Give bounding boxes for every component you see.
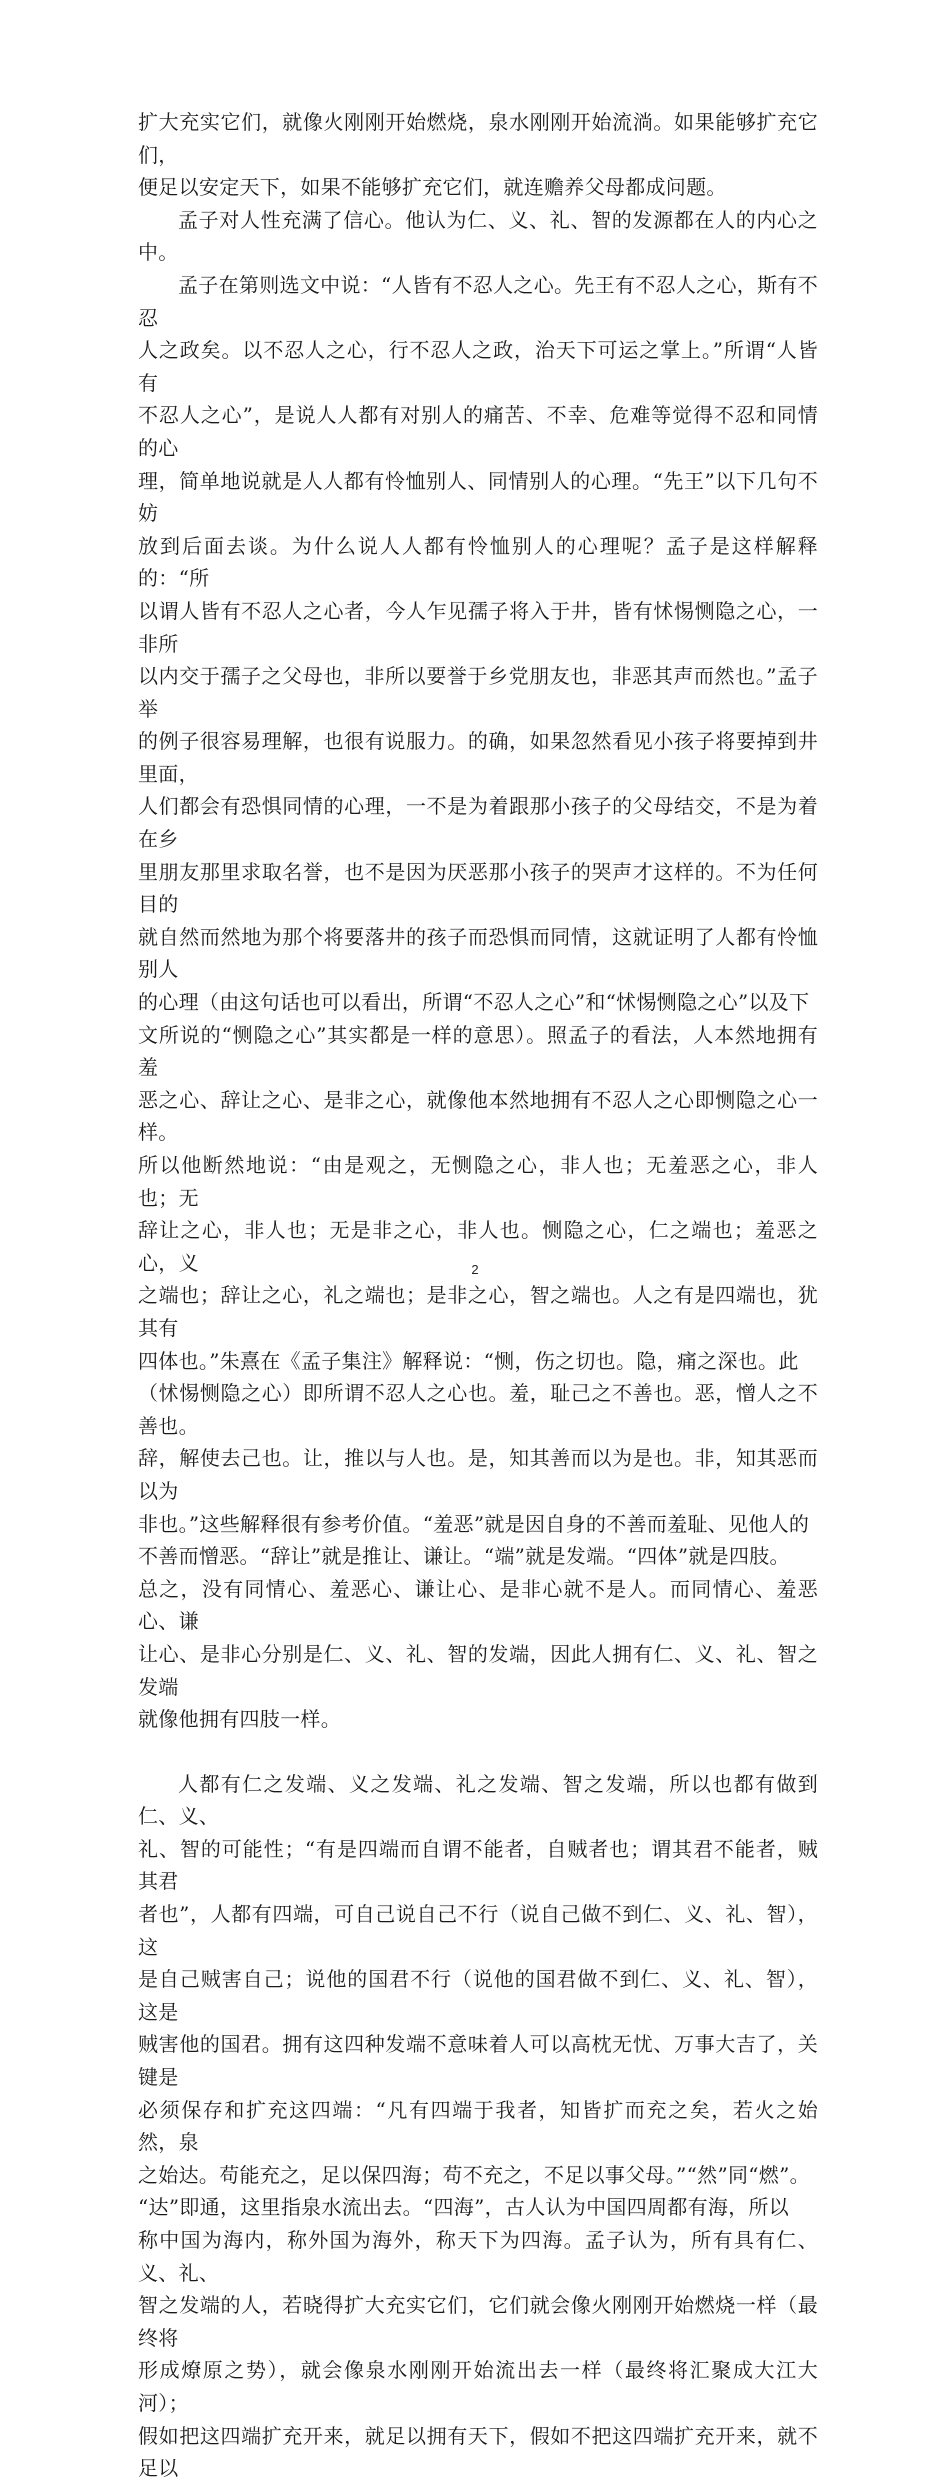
- paragraph-2: 孟子对人性充满了信心。他认为仁、义、礼、智的发源都在人的内心之中。: [138, 207, 818, 265]
- body-text: [138, 106, 818, 2485]
- paragraph-1: 扩大充实它们，就像火刚刚开始燃烧，泉水刚刚开始流淌。如果能够扩充它们， 便足以安定天下，如果不能够扩充它们，就连赡养父母都成问题。: [138, 110, 818, 200]
- paragraph-3: 孟子在第则选文中说：“人皆有不忍人之心。先王有不忍人之心，斯有不忍 人之政矣。以不忍人之心，行不忍人之政，治天下可运之掌上。”所谓“人皆有 不忍人之心”，是说人人都有对别人的痛苦、不幸、危难等觉得不忍和同情的心 理，简单地说就是人人都有怜恤别人、同情别人的心理。“先王”以下几句不妨 放到后面去谈。为什么说人人都有怜恤别人的心理呢？孟子是这样解释的：“所 以谓人皆有不忍人之心者，今人乍见孺子将入于井，皆有怵惕恻隐之心，一非所 以内交于孺子之父母也，非所以要誉于乡党朋友也，非恶其声而然也。”孟子举 的例子很容易理解，也很有说服力。的确，如果忽然看见小孩子将要掉到井里面， 人们都会有恐惧同情的心理，一不是为着跟那小孩子的父母结交，不是为着在乡 里朋友那里求取名誉，也不是因为厌恶那小孩子的哭声才这样的。不为任何目的 就自然而然地为那个将要落井的孩子而恐惧而同情，这就证明了人都有怜恤别人 的心理（由这句话也可以看出，所谓“不忍人之心”和“怵惕恻隐之心”以及下 文所说的“恻隐之心”其实都是一样的意思）。照孟子的看法，人本然地拥有羞 恶之心、辞让之心、是非之心，就像他本然地拥有不忍人之心即恻隐之心一样。 所以他断然地说：“由是观之，无恻隐之心，非人也；无羞恶之心，非人也；无 辞让之心，非人也；无是非之心，非人也。恻隐之心，仁之端也；羞恶之心，义 之端也；辞让之心，礼之端也；是非之心，智之端也。人之有是四端也，犹其有 四体也。”朱熹在《孟子集注》解释说：“恻，伤之切也。隐，痛之深也。此 （怵惕恻隐之心）即所谓不忍人之心也。羞，耻己之不善也。恶，憎人之不善也。 辞，解使去己也。让，推以与人也。是，知其善而以为是也。非，知其恶而以为 非也。”这些解释很有参考价值。“羞恶”就是因自身的不善而羞耻、见他人的 不善而憎恶。“辞让”就是推让、谦让。“端”就是发端。“四体”就是四肢。 总之，没有同情心、羞恶心、谦让心、是非心就不是人。而同情心、羞恶心、谦 让心、是非心分别是仁、义、礼、智的发端，因此人拥有仁、义、礼、智之发端 就像他拥有四肢一样。: [138, 272, 818, 1732]
- paragraph-4: 人都有仁之发端、义之发端、礼之发端、智之发端，所以也都有做到仁、义、 礼、智的可能性；“有是四端而自谓不能者，自贼者也；谓其君不能者，贼其君 者也”，人都有四端，可自己说自己不行（说自己做不到仁、义、礼、智），这 是自己贼害自己；说他的国君不行（说他的国君做不到仁、义、礼、智），这是 贼害他的国君。拥有这四种发端不意味着人可以高枕无忧、万事大吉了，关键是 必须保存和扩充这四端：“凡有四端于我者，知皆扩而充之矣，若火之始然，泉 之始达。苟能充之，足以保四海；苟不充之，不足以事父母。”“然”同“燃”。 “达”即通，这里指泉水流出去。“四海”，古人认为中国四周都有海，所以 称中国为海内，称外国为海外，称天下为四海。孟子认为，所有具有仁、义、礼、 智之发端的人，若晓得扩大充实它们，它们就会像火刚刚开始燃烧一样（最终将 形成燎原之势），就会像泉水刚刚开始流出去一样（最终将汇聚成大江大河）； 假如把这四端扩充开来，就足以拥有天下，假如不把这四端扩充开来，就不足以: [138, 1771, 818, 2481]
- page-number: 2: [471, 1262, 479, 1277]
